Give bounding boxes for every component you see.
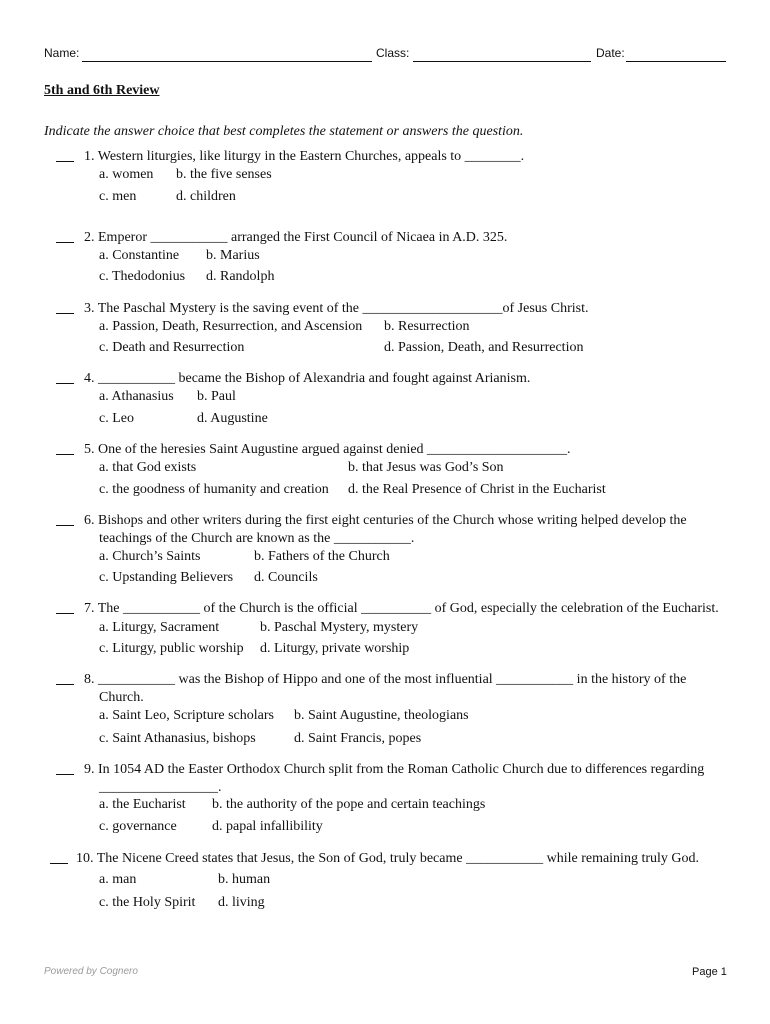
option-c: c. Liturgy, public worship [99,641,244,656]
option-c: c. Saint Athanasius, bishops [99,731,256,746]
option-d: d. children [176,189,236,204]
option-c: c. the Holy Spirit [99,895,196,910]
option-a: a. Passion, Death, Resurrection, and Ascension [99,319,363,334]
option-b: b. the authority of the pope and certain teachings [212,797,486,812]
name-label: Name: [44,46,80,60]
question-text-line-1: 8. ___________ was the Bishop of Hippo and one of the most influential ___________ in the history of the [84,672,687,687]
option-b: b. Saint Augustine, theologians [294,708,469,723]
option-b: b. Resurrection [384,319,470,334]
option-b: b. Fathers of the Church [254,549,390,564]
question-text-line-2: _________________. [99,780,222,795]
question-text: 3. The Paschal Mystery is the saving event of the ____________________of Jesus Christ. [84,301,589,316]
question-text: 2. Emperor ___________ arranged the First Council of Nicaea in A.D. 325. [84,230,508,245]
question-text: 7. The ___________ of the Church is the official __________ of God, especially the celebration of the Eucharist. [84,601,719,616]
name-field[interactable] [82,61,372,62]
option-b: b. that Jesus was God’s Son [348,460,504,475]
option-a: a. that God exists [99,460,197,475]
option-a: a. Constantine [99,248,180,263]
option-d: d. Randolph [206,269,275,284]
class-field[interactable] [413,61,591,62]
question-text: 4. ___________ became the Bishop of Alexandria and fought against Arianism. [84,371,531,386]
question-text [84,512,734,548]
option-a: a. Saint Leo, Scripture scholars [99,708,274,723]
option-a: a. Liturgy, Sacrament [99,620,220,635]
instructions: Indicate the answer choice that best completes the statement or answers the question. [44,124,524,139]
option-d: d. papal infallibility [212,819,323,834]
option-b: b. human [218,872,271,887]
option-b: b. Paul [197,389,236,404]
answer-blank[interactable] [56,671,74,685]
option-d: d. Saint Francis, popes [294,731,422,746]
header-row [44,46,726,64]
option-a: a. the Eucharist [99,797,186,812]
answer-blank[interactable] [56,600,74,614]
option-a: a. man [99,872,137,887]
option-d: d. Passion, Death, and Resurrection [384,340,584,355]
option-b: b. Paschal Mystery, mystery [260,620,419,635]
option-b: b. Marius [206,248,260,263]
option-c: c. the goodness of humanity and creation [99,482,329,497]
option-d: d. the Real Presence of Christ in the Eucharist [348,482,606,497]
footer-powered-by: Powered by Cognero [44,966,138,977]
question-text-line-1: 6. Bishops and other writers during the first eight centuries of the Church whose writing helped develop the [84,513,687,528]
question-text: 5. One of the heresies Saint Augustine argued against denied ____________________. [84,442,571,457]
option-c: c. Leo [99,411,134,426]
date-label: Date: [596,46,625,60]
answer-blank[interactable] [56,512,74,526]
question-text: 10. The Nicene Creed states that Jesus, the Son of God, truly became ___________ while remaining truly God. [76,851,699,866]
class-label: Class: [376,46,410,60]
option-d: d. living [218,895,265,910]
question-text: 1. Western liturgies, like liturgy in the Eastern Churches, appeals to ________. [84,149,525,164]
option-d: d. Councils [254,570,318,585]
answer-blank[interactable] [56,300,74,314]
question-text-line-2: teachings of the Church are known as the ___________. [99,531,415,546]
answer-blank[interactable] [56,441,74,455]
answer-blank[interactable] [50,850,68,864]
option-a: a. women [99,167,154,182]
question-text [84,671,734,707]
answer-blank[interactable] [56,761,74,775]
question-text-line-1: 9. In 1054 AD the Easter Orthodox Church split from the Roman Catholic Church due to differences regarding [84,762,705,777]
question-text [84,761,734,797]
option-c: c. Death and Resurrection [99,340,245,355]
answer-blank[interactable] [56,229,74,243]
option-c: c. governance [99,819,177,834]
option-b: b. the five senses [176,167,272,182]
option-a: a. Athanasius [99,389,174,404]
option-d: d. Liturgy, private worship [260,641,410,656]
date-field[interactable] [626,61,726,62]
option-a: a. Church’s Saints [99,549,201,564]
page-title: 5th and 6th Review [44,83,160,98]
option-c: c. Upstanding Believers [99,570,234,585]
option-d: d. Augustine [197,411,268,426]
answer-blank[interactable] [56,148,74,162]
option-c: c. Thedodonius [99,269,186,284]
footer-page-number: Page 1 [692,966,727,978]
answer-blank[interactable] [56,370,74,384]
option-c: c. men [99,189,137,204]
question-text-line-2: Church. [99,690,144,705]
